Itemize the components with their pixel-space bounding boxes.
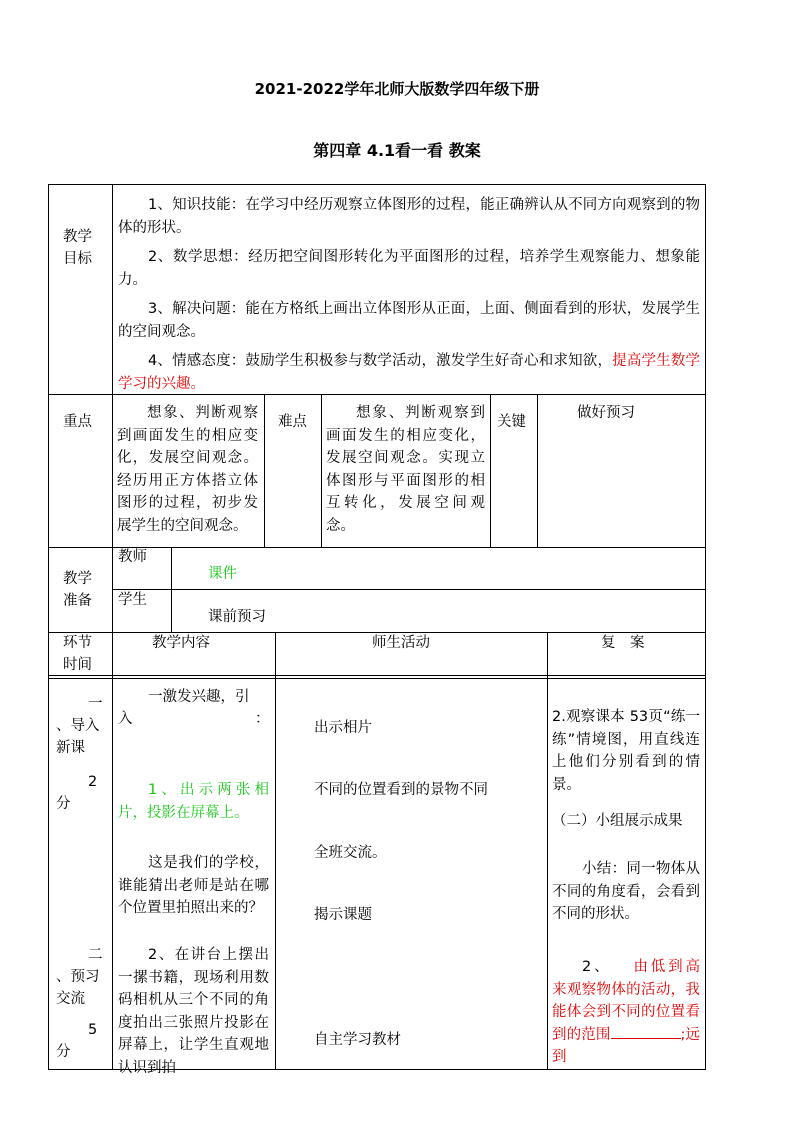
activity-show-photos: 出示相片 [314, 720, 372, 736]
stage1-time: 2 [88, 774, 98, 790]
review-exercise: 2.观察课本 53页“练一练”情境图，用直线连上他们分别看到的情景。 [552, 709, 700, 793]
stage1-name-line2: 新课 [56, 740, 85, 756]
stage2-number: 二 [88, 947, 103, 963]
review-observe-text: 由低到高来观察物体的活动，我能体会到不同的位置看到的范围 [552, 959, 700, 1043]
lesson-title: 第四章 4.1看一看 教案 [313, 141, 481, 160]
activity-self-study: 自主学习教材 [314, 1032, 401, 1048]
document-title: 2021-2022学年北师大版数学四年级下册 [254, 80, 540, 98]
difficulty-text: 想象、判断观察到画面发生的相应变化，发展空间观念。实现立体图形与平面图形的相互转化，发展空间观念。 [326, 405, 485, 534]
crux-text: 做好预习 [577, 405, 635, 421]
stage2-time: 5 [88, 1022, 98, 1038]
prep-student-label: 学生 [118, 592, 147, 608]
stage2-name-line2: 交流 [56, 991, 85, 1007]
header-content: 教学内容 [152, 635, 210, 651]
review-observe-tail: ;远 到 [552, 1026, 701, 1065]
key-point-label: 重点 [63, 414, 92, 430]
content-hook-line2: 入 [118, 711, 133, 727]
review-summary: 小结：同一物体从不同的角度看，会看到不同的形状。 [552, 861, 700, 922]
review-blank [611, 1024, 681, 1039]
prep-teacher-value: 课件 [208, 566, 237, 582]
review-group-show: （二）小组展示成果 [552, 813, 683, 829]
prep-teacher-label: 教师 [118, 549, 147, 565]
content-hook: 一激发兴趣，引 [148, 689, 250, 705]
activity-reveal-topic: 揭示课题 [314, 907, 372, 923]
activity-different-views: 不同的位置看到的景物不同 [314, 782, 488, 798]
header-stage-line1: 环节 [63, 635, 92, 651]
content-hook-colon: ： [255, 711, 270, 727]
objective-knowledge: 1、知识技能：在学习中经历观察立体图形的过程，能正确辨认从不同方向观察到的物体的形状。 [118, 197, 700, 236]
objectives-label-line2: 目标 [63, 251, 92, 267]
stage2-time-unit: 分 [56, 1044, 71, 1060]
prep-label-line1: 教学 [63, 571, 92, 587]
content-guess-question: 这是我们的学校，谁能猜出老师是站在哪个位置里拍照出来的？ [118, 855, 269, 916]
content-show-photos: 1、出示两张相片，投影在屏幕上。 [118, 782, 269, 821]
objectives-label-line1: 教学 [63, 229, 92, 245]
header-stage-line2: 时间 [63, 657, 92, 673]
crux-label: 关键 [497, 414, 526, 430]
objective-attitude-text: 4、情感态度：鼓励学生积极参与数学活动，激发学生好奇心和求知欲， [148, 353, 613, 369]
objective-attitude [118, 350, 700, 395]
prep-label-line2: 准备 [63, 593, 92, 609]
prep-student-value: 课前预习 [208, 609, 266, 625]
objective-problem-solving: 3、解决问题：能在方格纸上画出立体图形从正面，上面、侧面看到的形状，发展学生的空间观念。 [118, 301, 700, 340]
objective-attitude-highlight: 提高学生数学学习的兴趣。 [118, 353, 701, 392]
stage1-number: 一 [88, 696, 103, 712]
key-point-text: 想象、判断观察到画面发生的相应变化，发展空间观念。经历用正方体搭立体图形的过程，初步发展学生的空间观念。 [117, 405, 258, 534]
stage1-time-unit: 分 [56, 796, 71, 812]
header-review: 复 案 [601, 635, 645, 651]
objective-thinking: 2、数学思想：经历把空间图形转化为平面图形的过程，培养学生观察能力、想象能力。 [118, 249, 700, 288]
difficulty-label: 难点 [278, 414, 307, 430]
stage1-name: 、导入 [56, 718, 100, 734]
content-book-demo: 2、在讲台上摆出一摞书籍，现场利用数码相机从三个不同的角度拍出三张照片投影在屏幕上，让学生直观地认识到拍 [118, 947, 269, 1076]
review-item-number: 2、 [582, 959, 612, 975]
review-observe-activity [552, 956, 700, 1069]
header-activity: 师生活动 [372, 635, 430, 651]
activity-class-discussion: 全班交流。 [314, 845, 387, 861]
stage2-name: 、预习 [56, 969, 100, 985]
